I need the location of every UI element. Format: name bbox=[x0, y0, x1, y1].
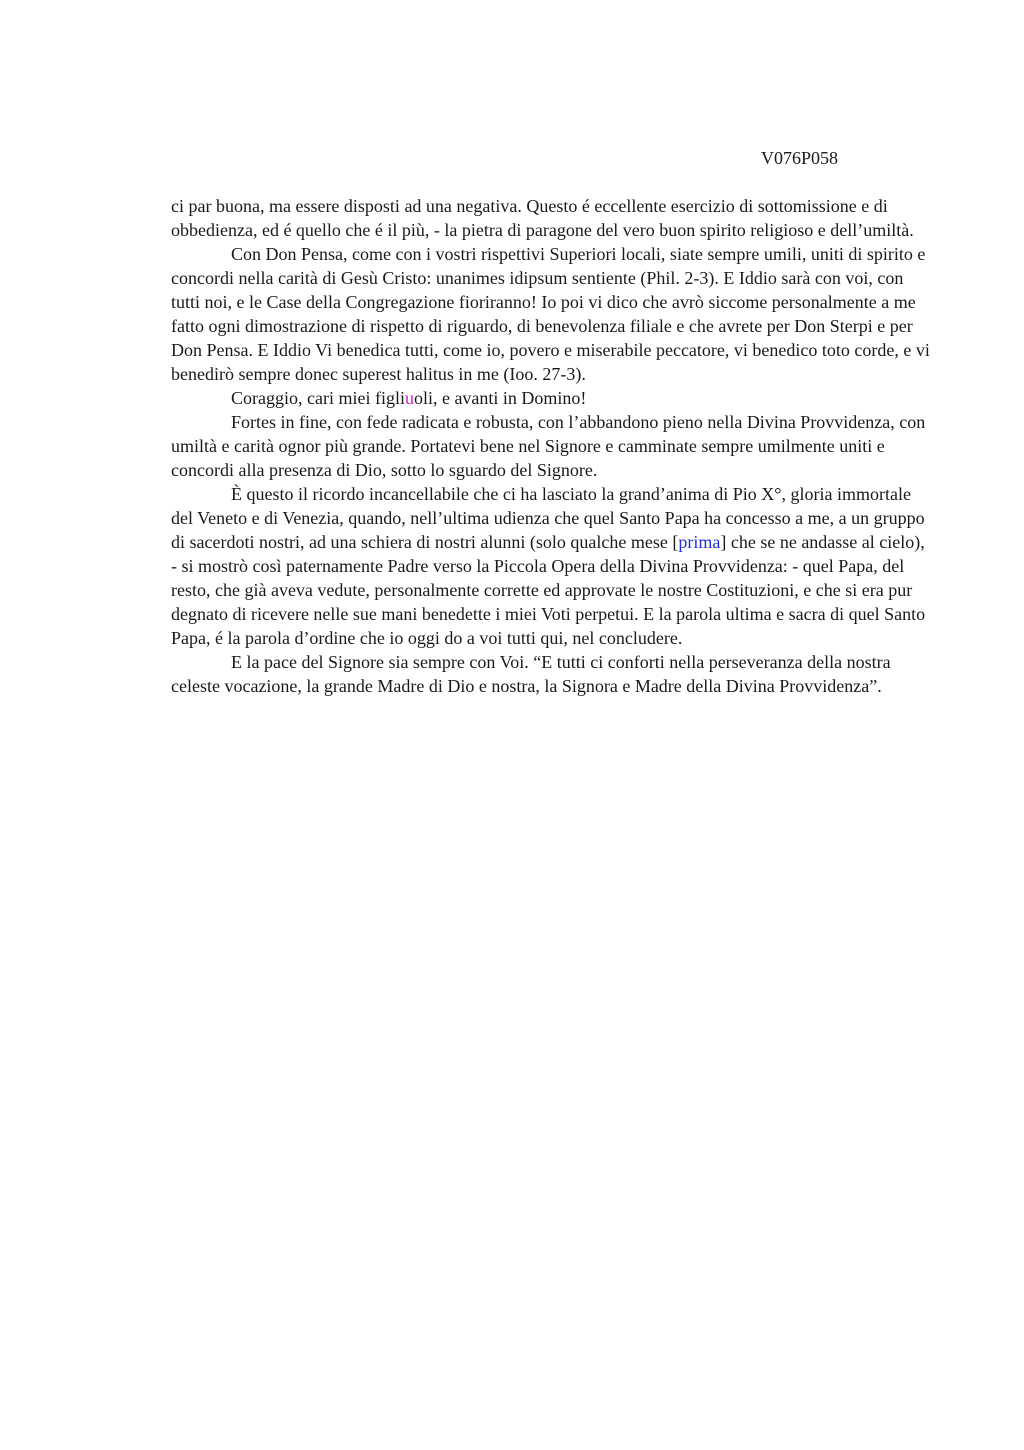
inserted-word: prima bbox=[678, 532, 721, 552]
paragraph bbox=[171, 482, 931, 650]
document-body bbox=[171, 194, 931, 698]
paragraph-text: Fortes in fine, con fede radicata e robusta, con l’abbandono pieno nella Divina Provvidenza, con umiltà e carità ognor più grande. Portatevi bene nel Signore e camminate sempre umilmente uniti e concordi alla presenza di Dio, sotto lo sguardo del Signore. bbox=[171, 412, 926, 480]
paragraph-text: Con Don Pensa, come con i vostri rispettivi Superiori locali, siate sempre umili, uniti di spirito e concordi nella carità di Gesù Cristo: unanimes idipsum sentiente (Phil. 2-3). E Iddio sarà con voi, con tutti noi, e le Case della Congregazione fioriranno! Io poi vi dico che avrò siccome personalmente a me fatto ogni dimostrazione di rispetto di riguardo, di benevolenza filiale e che avrete per Don Sterpi e per Don Pensa. E Iddio Vi benedica tutti, come io, povero e miserabile peccatore, vi benedico toto corde, e vi benedirò sempre donec superest halitus in me (Ioo. 27-3). bbox=[171, 244, 930, 384]
paragraph-text: ci par buona, ma essere disposti ad una negativa. Questo é eccellente esercizio di sottomissione e di obbedienza, ed é quello che é il più, - la pietra di paragone del vero buon spirito religioso e dell’umiltà. bbox=[171, 196, 914, 240]
page-code: V076P058 bbox=[760, 148, 838, 168]
paragraph bbox=[171, 410, 931, 482]
paragraph bbox=[171, 194, 931, 242]
paragraph bbox=[171, 386, 931, 410]
paragraph-text: ] che se ne andasse al cielo), - si mostrò così paternamente Padre verso la Piccola Opera della Divina Provvidenza: - quel Papa, del resto, che già aveva vedute, personalmente corrette ed approvate le nostre Costituzioni, e che si era pur degnato di ricevere nelle sue mani benedette i miei Voti perpetui. E la parola ultima e sacra di quel Santo Papa, é la parola d’ordine che io oggi do a voi tutti qui, nel concludere. bbox=[171, 532, 926, 648]
paragraph-text: oli, e avanti in Domino! bbox=[413, 388, 587, 408]
highlighted-letter: u bbox=[404, 388, 414, 408]
paragraph-text: E la pace del Signore sia sempre con Voi. “E tutti ci conforti nella perseveranza della nostra celeste vocazione, la grande Madre di Dio e nostra, la Signora e Madre della Divina Provvidenza”. bbox=[171, 652, 891, 696]
paragraph bbox=[171, 242, 931, 386]
paragraph-text: Coraggio, cari miei figli bbox=[231, 388, 405, 408]
paragraph-text: È questo il ricordo incancellabile che ci ha lasciato la grand’anima di Pio X°, gloria immortale del Veneto e di Venezia, quando, nell’ultima udienza che quel Santo Papa ha concesso a me, a un gruppo di sacerdoti nostri, ad una schiera di nostri alunni (solo qualche mese [ bbox=[171, 484, 925, 552]
paragraph bbox=[171, 650, 931, 698]
